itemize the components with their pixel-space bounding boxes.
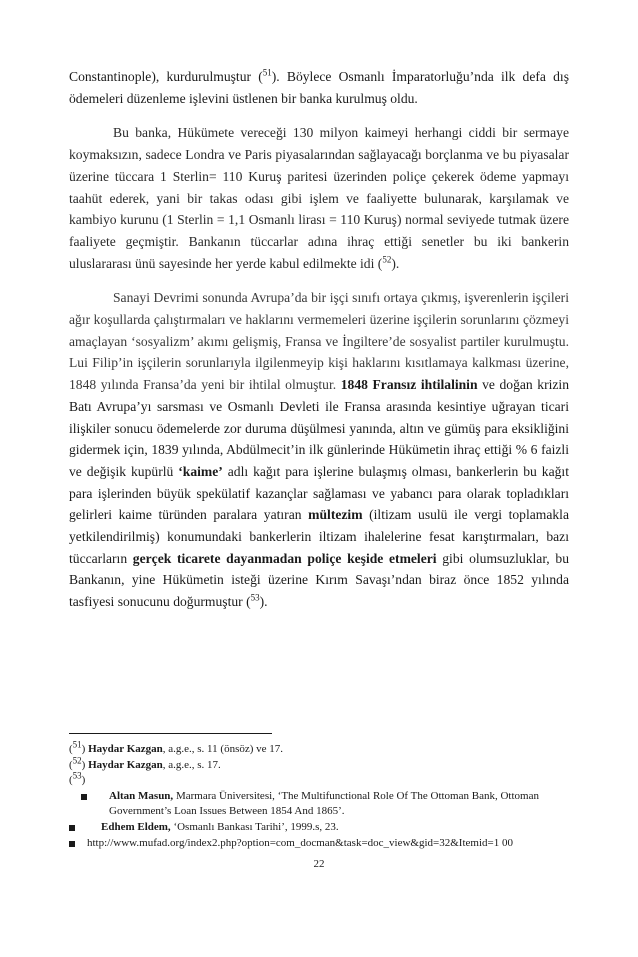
footnote-53-item-3 — [69, 836, 569, 852]
footnote-number: 52 — [72, 754, 82, 765]
footnote-text: Marmara Üniversitesi, ‘The Multifunctional Role Of The Ottoman Bank, Ottoman Government’s Loan Issues Between 1854 And 1865’. — [109, 789, 539, 818]
text-run: gibi olumsuzluklar, bu Bankanın, yine Hükümetin isteği üzerine Kırım Savaşı’ndan biraz önce 1852 yılında tasfiyesi sonucunu doğurmuştur ( — [69, 550, 569, 610]
text-run: Bu banka, Hükümete vereceği 130 milyon kaimeyi herhangi ciddi bir sermaye koymaksızın, sadece Londra ve Paris piyasalarından sağlayacağı borçlanma ve bu piyasalar üzerine tüccara 1 Sterlin= 110 Kuruş paritesi üzerinden poliçe çekerek ödeme yapmayı taahüt ederek, yani bir takas odası gibi işlem ve faaliyette bulunarak, karşılamak ve kambiyo kurunu (1 Sterlin = 1,1 Osmanlı lirası = 110 Kuruş) normal seviyede tutmak üzere faaliyete geçmiştir. Bankanın tüccarlar adına ihraç ettiği senetler bu iki bankerin uluslararası ünü sayesinde her yerde kabul edilmekte idi ( — [69, 125, 569, 271]
text-run: ). — [259, 594, 268, 610]
bold-phrase: ‘kaime’ — [178, 463, 223, 479]
bullet-icon — [69, 825, 75, 831]
footnote-number: 51 — [72, 739, 82, 750]
footnote-53-item-2 — [69, 820, 569, 836]
bold-phrase: gerçek ticarete dayanmadan poliçe keşide etmeleri — [132, 550, 437, 566]
paren: ( — [69, 743, 73, 755]
footnote-ref-53: 53 — [250, 592, 260, 603]
paragraph-2 — [69, 122, 569, 274]
footnote-53 — [69, 770, 569, 789]
bold-phrase: mültezim — [308, 507, 363, 523]
bold-phrase: 1848 Fransız ihtilalinin — [340, 377, 478, 393]
paren: ) — [81, 758, 89, 771]
footnote-text: ‘Osmanlı Bankası Tarihi’, 1999.s, 23. — [170, 820, 339, 833]
page-number: 22 — [313, 858, 325, 870]
text-run: ). Böylece Osmanlı İmparatorluğu’nda ilk defa dış ödemeleri düzenleme işlevini üstlenen bir banka kurulmuş oldu. — [69, 69, 570, 106]
bullet-icon — [69, 841, 75, 847]
footnote-author: Edhem Eldem, — [101, 820, 171, 833]
text-run: ). — [391, 255, 400, 271]
footnote-separator — [69, 733, 272, 734]
paren: ) — [81, 774, 86, 787]
paren: ) — [81, 743, 89, 755]
footnote-link[interactable]: http://www.mufad.org/index2.php?option=com_docman&task=doc_view&gid=32&Itemid=1 00 — [87, 836, 513, 849]
body-text — [69, 66, 569, 626]
text-run: ve doğan krizin Batı Avrupa’yı sarsması ve Osmanlı Devleti ile Fransa arasında kesintiye uğrayan ticari ilişkiler sonucu ödemelerde zor duruma düşülmesi yanında, altın ve gümüş para eksikliğini gidermek için, 1839 yılında, Abdülmecit’in ilk günlerinde Hükümetin ihraç ettiği % 6 faizli ve değişik kupürlü — [69, 377, 569, 479]
footnote-ref-52: 52 — [382, 254, 392, 265]
footnote-53-item-1 — [69, 789, 569, 820]
paren: ( — [69, 774, 73, 787]
footnote-author: Haydar Kazgan — [88, 758, 163, 771]
text-run: (iltizam usulü ile vergi toplamakla yetkilendirilmiş) konumundaki bankerlerin iltizam ihalelerine fesat karıştırmaları, bazı tüccarların — [69, 507, 569, 566]
text-run: adlı kağıt para işlerine bulaşmış olması, bankerlerin bu kağıt para işlerinden büyük spekülatif kazançlar sağlaması ve yabancı para olarak topladıkları gelirleri kaime türünden paralara yatıran — [69, 463, 569, 523]
footnote-text: , a.g.e., s. 11 (önsöz) ve 17. — [162, 743, 284, 755]
footnote-author: Altan Masun, — [109, 789, 174, 802]
footnote-51 — [69, 739, 569, 758]
paren: ( — [69, 758, 73, 771]
footnotes — [69, 739, 569, 851]
footnote-author: Haydar Kazgan — [88, 743, 163, 755]
footnote-number: 53 — [72, 770, 82, 781]
bullet-icon — [81, 794, 87, 800]
footnote-ref-51: 51 — [262, 67, 272, 78]
paragraph-1 — [69, 66, 569, 109]
paragraph-3 — [69, 287, 569, 613]
footnote-52 — [69, 754, 569, 774]
footnote-text: , a.g.e., s. 17. — [162, 758, 221, 771]
text-run: Sanayi Devrimi sonunda Avrupa’da bir işçi sınıfı ortaya çıkmış, işverenlerin işçileri ağır koşullarda çalıştırmaları ve haklarını vermemeleri üzerine işçilerin sorunlarını çözmeyi amaçlayan ‘sosyalizm’ akımı gelişmiş, Fransa ve İngiltere’de sosyalist partiler kurulmuştu. Lui Filip’in işçilerin sorunlarıyla ilgilenmeyip kişi haklarını kısıtlamaya kalkması üzerine, 1848 yılında Fransa’da yeni bir ihtilal olmuştur. — [69, 290, 569, 393]
text-run: Constantinople), kurdurulmuştur ( — [69, 69, 263, 84]
